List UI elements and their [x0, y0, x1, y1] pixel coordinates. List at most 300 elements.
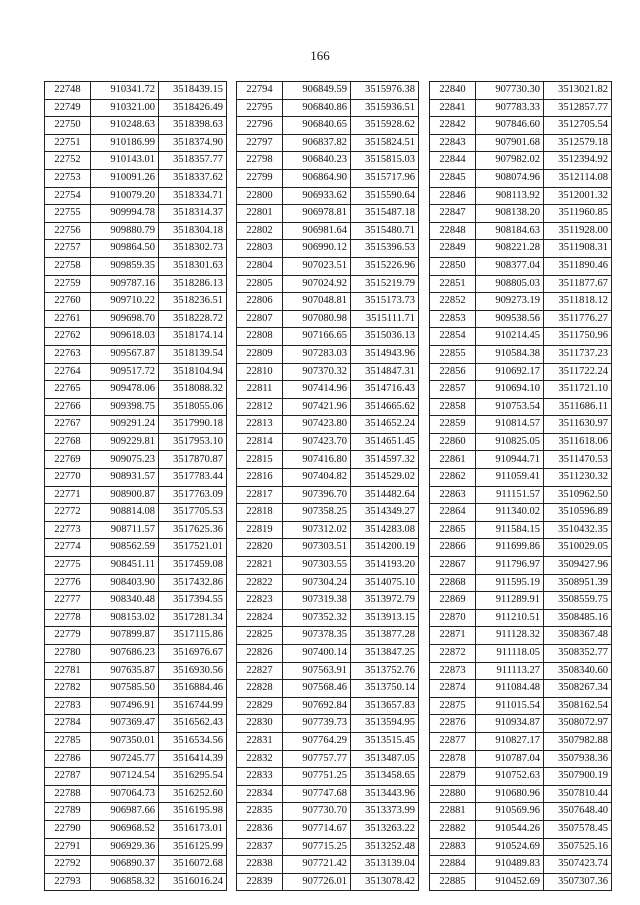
y-coordinate-cell: 3516173.01 [159, 820, 227, 838]
table-row [45, 275, 227, 293]
x-coordinate-cell: 907396.70 [283, 486, 351, 504]
point-id-cell: 22822 [237, 574, 283, 592]
y-coordinate-cell: 3518439.15 [159, 82, 227, 100]
point-id-cell: 22872 [430, 645, 476, 663]
x-coordinate-cell: 907757.77 [283, 750, 351, 768]
point-id-cell: 22843 [430, 134, 476, 152]
y-coordinate-cell: 3518301.63 [159, 257, 227, 275]
table-row [45, 539, 227, 557]
x-coordinate-cell: 909398.75 [91, 398, 159, 416]
table-row [45, 680, 227, 698]
point-id-cell: 22791 [45, 838, 91, 856]
point-id-cell: 22863 [430, 486, 476, 504]
y-coordinate-cell: 3514847.31 [351, 363, 419, 381]
point-id-cell: 22865 [430, 521, 476, 539]
point-id-cell: 22842 [430, 117, 476, 135]
table-row [45, 662, 227, 680]
x-coordinate-cell: 907283.03 [283, 345, 351, 363]
point-id-cell: 22837 [237, 838, 283, 856]
x-coordinate-cell: 909859.35 [91, 257, 159, 275]
table-row [237, 785, 419, 803]
table-row [45, 328, 227, 346]
point-id-cell: 22748 [45, 82, 91, 100]
x-coordinate-cell: 908340.48 [91, 592, 159, 610]
y-coordinate-cell: 3511630.97 [544, 416, 612, 434]
x-coordinate-cell: 907423.80 [283, 416, 351, 434]
point-id-cell: 22754 [45, 187, 91, 205]
point-id-cell: 22768 [45, 433, 91, 451]
table-row [237, 768, 419, 786]
point-id-cell: 22858 [430, 398, 476, 416]
point-id-cell: 22839 [237, 873, 283, 891]
table-row [237, 328, 419, 346]
point-id-cell: 22772 [45, 504, 91, 522]
point-id-cell: 22831 [237, 732, 283, 750]
point-id-cell: 22807 [237, 310, 283, 328]
y-coordinate-cell: 3511877.67 [544, 275, 612, 293]
y-coordinate-cell: 3517990.18 [159, 416, 227, 434]
x-coordinate-cell: 911151.57 [476, 486, 544, 504]
x-coordinate-cell: 907563.91 [283, 662, 351, 680]
point-id-cell: 22778 [45, 609, 91, 627]
point-id-cell: 22849 [430, 240, 476, 258]
y-coordinate-cell: 3513139.04 [351, 856, 419, 874]
y-coordinate-cell: 3510432.35 [544, 521, 612, 539]
x-coordinate-cell: 907048.81 [283, 293, 351, 311]
x-coordinate-cell: 910341.72 [91, 82, 159, 100]
table-row [430, 715, 612, 733]
x-coordinate-cell: 907568.46 [283, 680, 351, 698]
x-coordinate-cell: 911699.86 [476, 539, 544, 557]
x-coordinate-cell: 908184.63 [476, 222, 544, 240]
x-coordinate-cell: 906929.36 [91, 838, 159, 856]
table-row [430, 82, 612, 100]
y-coordinate-cell: 3510029.05 [544, 539, 612, 557]
table-row [45, 820, 227, 838]
y-coordinate-cell: 3514665.62 [351, 398, 419, 416]
y-coordinate-cell: 3513458.65 [351, 768, 419, 786]
x-coordinate-cell: 908153.02 [91, 609, 159, 627]
point-id-cell: 22847 [430, 205, 476, 223]
point-id-cell: 22869 [430, 592, 476, 610]
x-coordinate-cell: 911118.05 [476, 645, 544, 663]
coordinate-table-3 [429, 81, 612, 891]
y-coordinate-cell: 3512857.77 [544, 99, 612, 117]
y-coordinate-cell: 3511960.85 [544, 205, 612, 223]
x-coordinate-cell: 910584.38 [476, 345, 544, 363]
y-coordinate-cell: 3511230.32 [544, 469, 612, 487]
x-coordinate-cell: 907783.33 [476, 99, 544, 117]
x-coordinate-cell: 909698.70 [91, 310, 159, 328]
y-coordinate-cell: 3517281.34 [159, 609, 227, 627]
x-coordinate-cell: 909229.81 [91, 433, 159, 451]
table-row [237, 82, 419, 100]
table-row [430, 205, 612, 223]
point-id-cell: 22827 [237, 662, 283, 680]
y-coordinate-cell: 3513263.22 [351, 820, 419, 838]
x-coordinate-cell: 908451.11 [91, 557, 159, 575]
table-row [430, 732, 612, 750]
point-id-cell: 22857 [430, 381, 476, 399]
x-coordinate-cell: 907846.60 [476, 117, 544, 135]
point-id-cell: 22848 [430, 222, 476, 240]
x-coordinate-cell: 907764.29 [283, 732, 351, 750]
x-coordinate-cell: 907423.70 [283, 433, 351, 451]
point-id-cell: 22820 [237, 539, 283, 557]
table-row [45, 469, 227, 487]
table-row [237, 803, 419, 821]
table-row [45, 838, 227, 856]
table-row [430, 592, 612, 610]
y-coordinate-cell: 3511618.06 [544, 433, 612, 451]
y-coordinate-cell: 3517521.01 [159, 539, 227, 557]
y-coordinate-cell: 3508340.60 [544, 662, 612, 680]
x-coordinate-cell: 907726.01 [283, 873, 351, 891]
y-coordinate-cell: 3518374.90 [159, 134, 227, 152]
y-coordinate-cell: 3518304.18 [159, 222, 227, 240]
y-coordinate-cell: 3507810.44 [544, 785, 612, 803]
point-id-cell: 22852 [430, 293, 476, 311]
y-coordinate-cell: 3513252.48 [351, 838, 419, 856]
table-row [237, 345, 419, 363]
x-coordinate-cell: 911796.97 [476, 557, 544, 575]
point-id-cell: 22873 [430, 662, 476, 680]
x-coordinate-cell: 908113.92 [476, 187, 544, 205]
x-coordinate-cell: 908931.57 [91, 469, 159, 487]
table-row [45, 592, 227, 610]
table-row [430, 486, 612, 504]
point-id-cell: 22769 [45, 451, 91, 469]
y-coordinate-cell: 3511722.24 [544, 363, 612, 381]
y-coordinate-cell: 3510962.50 [544, 486, 612, 504]
x-coordinate-cell: 906864.90 [283, 169, 351, 187]
y-coordinate-cell: 3510596.89 [544, 504, 612, 522]
point-id-cell: 22755 [45, 205, 91, 223]
x-coordinate-cell: 907585.50 [91, 680, 159, 698]
point-id-cell: 22764 [45, 363, 91, 381]
table-row [430, 680, 612, 698]
y-coordinate-cell: 3511750.96 [544, 328, 612, 346]
x-coordinate-cell: 911584.15 [476, 521, 544, 539]
table-row [237, 363, 419, 381]
y-coordinate-cell: 3516072.68 [159, 856, 227, 874]
point-id-cell: 22801 [237, 205, 283, 223]
y-coordinate-cell: 3507423.74 [544, 856, 612, 874]
table-row [237, 222, 419, 240]
point-id-cell: 22786 [45, 750, 91, 768]
y-coordinate-cell: 3514075.10 [351, 574, 419, 592]
x-coordinate-cell: 910753.54 [476, 398, 544, 416]
x-coordinate-cell: 907245.77 [91, 750, 159, 768]
point-id-cell: 22840 [430, 82, 476, 100]
x-coordinate-cell: 910787.04 [476, 750, 544, 768]
table-row [430, 521, 612, 539]
y-coordinate-cell: 3518426.49 [159, 99, 227, 117]
table-row [430, 416, 612, 434]
x-coordinate-cell: 909291.24 [91, 416, 159, 434]
x-coordinate-cell: 908074.96 [476, 169, 544, 187]
table-row [430, 697, 612, 715]
point-id-cell: 22838 [237, 856, 283, 874]
table-row [237, 627, 419, 645]
point-id-cell: 22881 [430, 803, 476, 821]
x-coordinate-cell: 909880.79 [91, 222, 159, 240]
point-id-cell: 22867 [430, 557, 476, 575]
y-coordinate-cell: 3515480.71 [351, 222, 419, 240]
table-row [237, 574, 419, 592]
x-coordinate-cell: 908138.20 [476, 205, 544, 223]
table-row [45, 345, 227, 363]
table-row [430, 609, 612, 627]
table-row [430, 574, 612, 592]
y-coordinate-cell: 3515936.51 [351, 99, 419, 117]
point-id-cell: 22788 [45, 785, 91, 803]
y-coordinate-cell: 3516295.54 [159, 768, 227, 786]
point-id-cell: 22876 [430, 715, 476, 733]
table-row [45, 521, 227, 539]
y-coordinate-cell: 3512001.32 [544, 187, 612, 205]
y-coordinate-cell: 3515173.73 [351, 293, 419, 311]
x-coordinate-cell: 907730.30 [476, 82, 544, 100]
table-row [237, 99, 419, 117]
table-row [430, 222, 612, 240]
y-coordinate-cell: 3515976.38 [351, 82, 419, 100]
table-row [237, 469, 419, 487]
table-row [45, 222, 227, 240]
x-coordinate-cell: 910143.01 [91, 152, 159, 170]
table-row [430, 275, 612, 293]
point-id-cell: 22802 [237, 222, 283, 240]
table-row [45, 240, 227, 258]
table-row [237, 240, 419, 258]
x-coordinate-cell: 906840.23 [283, 152, 351, 170]
point-id-cell: 22799 [237, 169, 283, 187]
table-row [430, 169, 612, 187]
point-id-cell: 22761 [45, 310, 91, 328]
point-id-cell: 22779 [45, 627, 91, 645]
y-coordinate-cell: 3517763.09 [159, 486, 227, 504]
table-row [430, 152, 612, 170]
point-id-cell: 22750 [45, 117, 91, 135]
y-coordinate-cell: 3518104.94 [159, 363, 227, 381]
point-id-cell: 22785 [45, 732, 91, 750]
x-coordinate-cell: 910079.20 [91, 187, 159, 205]
x-coordinate-cell: 907350.01 [91, 732, 159, 750]
point-id-cell: 22775 [45, 557, 91, 575]
point-id-cell: 22853 [430, 310, 476, 328]
y-coordinate-cell: 3511908.31 [544, 240, 612, 258]
point-id-cell: 22884 [430, 856, 476, 874]
point-id-cell: 22798 [237, 152, 283, 170]
y-coordinate-cell: 3508072.97 [544, 715, 612, 733]
table-row [237, 381, 419, 399]
x-coordinate-cell: 910186.99 [91, 134, 159, 152]
y-coordinate-cell: 3508352.77 [544, 645, 612, 663]
point-id-cell: 22844 [430, 152, 476, 170]
point-id-cell: 22777 [45, 592, 91, 610]
point-id-cell: 22800 [237, 187, 283, 205]
y-coordinate-cell: 3516016.24 [159, 873, 227, 891]
point-id-cell: 22763 [45, 345, 91, 363]
point-id-cell: 22826 [237, 645, 283, 663]
table-row [45, 117, 227, 135]
y-coordinate-cell: 3515717.96 [351, 169, 419, 187]
x-coordinate-cell: 907303.51 [283, 539, 351, 557]
point-id-cell: 22830 [237, 715, 283, 733]
y-coordinate-cell: 3511928.00 [544, 222, 612, 240]
table-row [237, 275, 419, 293]
table-row [237, 504, 419, 522]
point-id-cell: 22877 [430, 732, 476, 750]
table-row [45, 486, 227, 504]
point-id-cell: 22766 [45, 398, 91, 416]
x-coordinate-cell: 907023.51 [283, 257, 351, 275]
point-id-cell: 22757 [45, 240, 91, 258]
table-row [430, 345, 612, 363]
x-coordinate-cell: 907686.23 [91, 645, 159, 663]
y-coordinate-cell: 3514200.19 [351, 539, 419, 557]
x-coordinate-cell: 907730.70 [283, 803, 351, 821]
point-id-cell: 22817 [237, 486, 283, 504]
point-id-cell: 22874 [430, 680, 476, 698]
point-id-cell: 22859 [430, 416, 476, 434]
y-coordinate-cell: 3511818.12 [544, 293, 612, 311]
table-row [430, 820, 612, 838]
y-coordinate-cell: 3516562.43 [159, 715, 227, 733]
y-coordinate-cell: 3513752.76 [351, 662, 419, 680]
x-coordinate-cell: 910321.00 [91, 99, 159, 117]
y-coordinate-cell: 3517394.55 [159, 592, 227, 610]
x-coordinate-cell: 907982.02 [476, 152, 544, 170]
x-coordinate-cell: 907416.80 [283, 451, 351, 469]
y-coordinate-cell: 3518055.06 [159, 398, 227, 416]
coordinate-table-2 [236, 81, 419, 891]
x-coordinate-cell: 910214.45 [476, 328, 544, 346]
y-coordinate-cell: 3508162.54 [544, 697, 612, 715]
table-row [237, 310, 419, 328]
point-id-cell: 22815 [237, 451, 283, 469]
x-coordinate-cell: 907378.35 [283, 627, 351, 645]
point-id-cell: 22879 [430, 768, 476, 786]
x-coordinate-cell: 907715.25 [283, 838, 351, 856]
point-id-cell: 22866 [430, 539, 476, 557]
y-coordinate-cell: 3516125.99 [159, 838, 227, 856]
point-id-cell: 22813 [237, 416, 283, 434]
y-coordinate-cell: 3515824.51 [351, 134, 419, 152]
x-coordinate-cell: 909517.72 [91, 363, 159, 381]
x-coordinate-cell: 907739.73 [283, 715, 351, 733]
point-id-cell: 22871 [430, 627, 476, 645]
y-coordinate-cell: 3513515.45 [351, 732, 419, 750]
x-coordinate-cell: 911059.41 [476, 469, 544, 487]
table-row [430, 328, 612, 346]
point-id-cell: 22795 [237, 99, 283, 117]
table-row [430, 539, 612, 557]
x-coordinate-cell: 907899.87 [91, 627, 159, 645]
y-coordinate-cell: 3514482.64 [351, 486, 419, 504]
y-coordinate-cell: 3513373.99 [351, 803, 419, 821]
table-row [430, 117, 612, 135]
y-coordinate-cell: 3511890.46 [544, 257, 612, 275]
table-row [45, 856, 227, 874]
table-row [45, 310, 227, 328]
x-coordinate-cell: 907721.42 [283, 856, 351, 874]
x-coordinate-cell: 910091.26 [91, 169, 159, 187]
point-id-cell: 22878 [430, 750, 476, 768]
y-coordinate-cell: 3515219.79 [351, 275, 419, 293]
x-coordinate-cell: 907414.96 [283, 381, 351, 399]
table-row [430, 187, 612, 205]
y-coordinate-cell: 3513913.15 [351, 609, 419, 627]
y-coordinate-cell: 3518236.51 [159, 293, 227, 311]
x-coordinate-cell: 906849.59 [283, 82, 351, 100]
x-coordinate-cell: 907358.25 [283, 504, 351, 522]
x-coordinate-cell: 907080.98 [283, 310, 351, 328]
y-coordinate-cell: 3514597.32 [351, 451, 419, 469]
table-row [45, 363, 227, 381]
y-coordinate-cell: 3514283.08 [351, 521, 419, 539]
x-coordinate-cell: 909710.22 [91, 293, 159, 311]
table-row [237, 645, 419, 663]
table-row [45, 750, 227, 768]
x-coordinate-cell: 910569.96 [476, 803, 544, 821]
table-row [45, 398, 227, 416]
x-coordinate-cell: 909273.19 [476, 293, 544, 311]
y-coordinate-cell: 3517783.44 [159, 469, 227, 487]
y-coordinate-cell: 3514652.24 [351, 416, 419, 434]
table-row [237, 187, 419, 205]
table-row [237, 820, 419, 838]
table-row [237, 592, 419, 610]
y-coordinate-cell: 3516884.46 [159, 680, 227, 698]
point-id-cell: 22846 [430, 187, 476, 205]
point-id-cell: 22760 [45, 293, 91, 311]
y-coordinate-cell: 3515036.13 [351, 328, 419, 346]
point-id-cell: 22825 [237, 627, 283, 645]
y-coordinate-cell: 3518228.72 [159, 310, 227, 328]
table-row [45, 152, 227, 170]
point-id-cell: 22780 [45, 645, 91, 663]
y-coordinate-cell: 3515487.18 [351, 205, 419, 223]
x-coordinate-cell: 906858.32 [91, 873, 159, 891]
x-coordinate-cell: 906978.81 [283, 205, 351, 223]
y-coordinate-cell: 3508485.16 [544, 609, 612, 627]
point-id-cell: 22814 [237, 433, 283, 451]
table-row [45, 785, 227, 803]
x-coordinate-cell: 909994.78 [91, 205, 159, 223]
table-row [237, 169, 419, 187]
x-coordinate-cell: 906968.52 [91, 820, 159, 838]
x-coordinate-cell: 907404.82 [283, 469, 351, 487]
table-row [45, 134, 227, 152]
y-coordinate-cell: 3513657.83 [351, 697, 419, 715]
x-coordinate-cell: 907370.32 [283, 363, 351, 381]
point-id-cell: 22882 [430, 820, 476, 838]
point-id-cell: 22793 [45, 873, 91, 891]
x-coordinate-cell: 907400.14 [283, 645, 351, 663]
point-id-cell: 22758 [45, 257, 91, 275]
x-coordinate-cell: 910814.57 [476, 416, 544, 434]
y-coordinate-cell: 3511776.27 [544, 310, 612, 328]
y-coordinate-cell: 3517953.10 [159, 433, 227, 451]
y-coordinate-cell: 3508951.39 [544, 574, 612, 592]
y-coordinate-cell: 3513594.95 [351, 715, 419, 733]
point-id-cell: 22756 [45, 222, 91, 240]
table-row [430, 627, 612, 645]
y-coordinate-cell: 3517705.53 [159, 504, 227, 522]
table-row [237, 451, 419, 469]
table-row [45, 873, 227, 891]
